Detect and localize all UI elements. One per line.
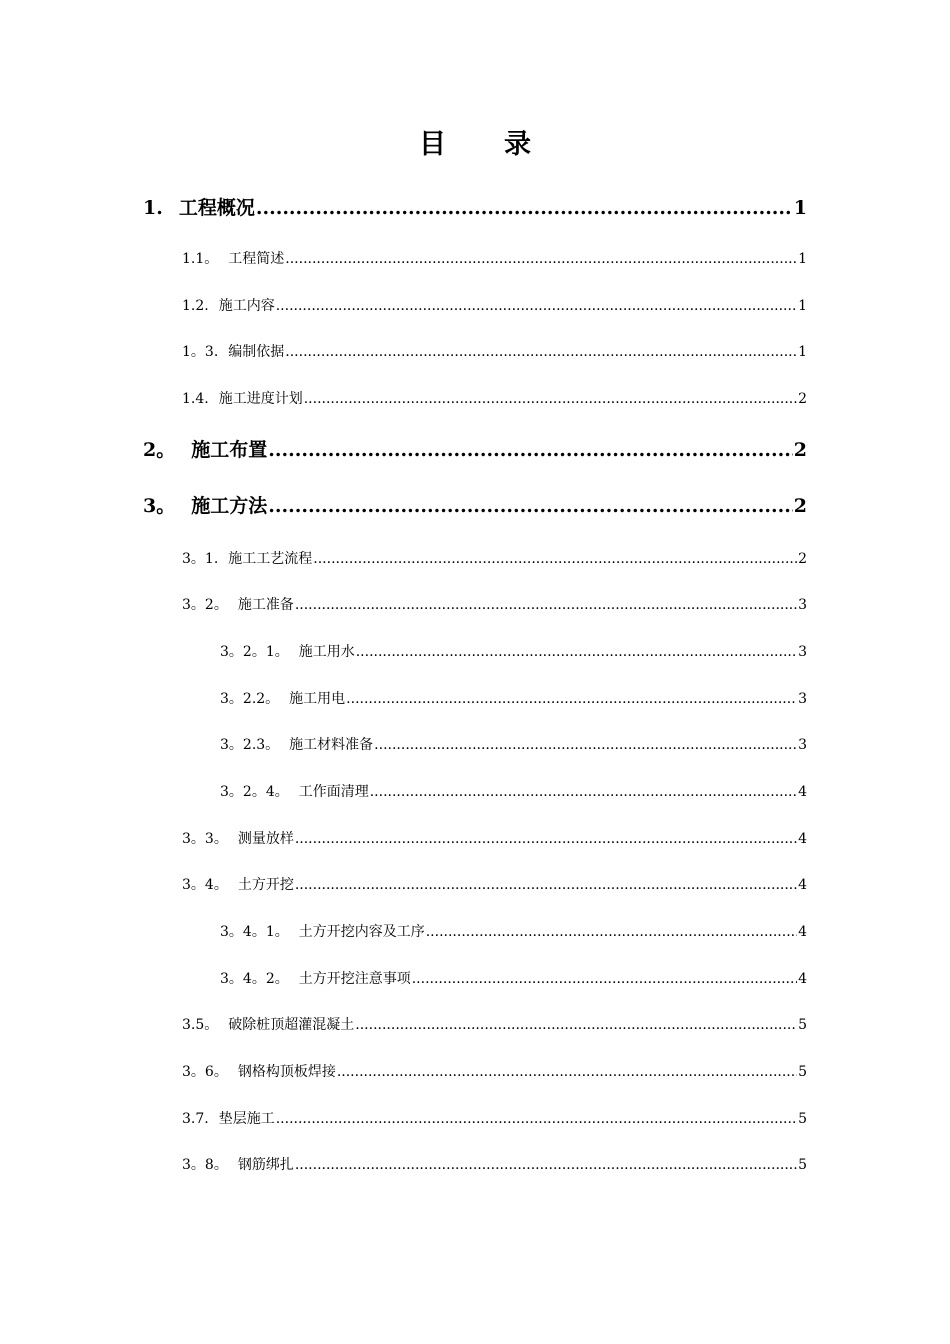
toc-leader-dots (355, 1017, 797, 1033)
toc-entry-number: 3。 (143, 495, 176, 517)
toc-entry[interactable] (143, 491, 807, 518)
page-title (0, 122, 950, 161)
toc-leader-dots (370, 784, 797, 800)
toc-entry[interactable] (220, 968, 807, 988)
toc-entry-title: 施工用电 (289, 691, 346, 707)
toc-leader-dots (337, 1064, 797, 1080)
toc-leader-dots (268, 439, 793, 461)
toc-leader-dots (346, 691, 797, 707)
toc-entry[interactable] (143, 193, 807, 220)
toc-entry-page: 3 (798, 691, 807, 707)
toc-entry-page: 4 (798, 831, 807, 847)
toc-entry-number: 1.4. (182, 391, 209, 407)
toc-entry-page: 1 (798, 251, 807, 267)
toc-entry-number: 1.1。 (182, 251, 219, 267)
toc-entry-title: 施工材料准备 (289, 737, 374, 753)
toc-entry-page: 2 (793, 439, 807, 461)
toc-entry[interactable] (182, 828, 807, 848)
toc-entry-number: 3。6。 (182, 1064, 228, 1080)
toc-entry-number: 3。3。 (182, 831, 228, 847)
toc-entry-title: 测量放样 (237, 831, 294, 847)
toc-leader-dots (304, 391, 797, 407)
toc-entry[interactable] (182, 1014, 807, 1034)
toc-entry[interactable] (220, 641, 807, 661)
toc-entry[interactable] (220, 921, 807, 941)
toc-leader-dots (276, 1111, 797, 1127)
toc-leader-dots (426, 924, 797, 940)
toc-entry[interactable] (182, 874, 807, 894)
toc-entry-title: 土方开挖 (237, 877, 294, 893)
toc-entry-number: 3。2.3。 (220, 737, 280, 753)
toc-entry-title: 施工内容 (218, 298, 275, 314)
toc-leader-dots (295, 597, 797, 613)
toc-entry[interactable] (143, 435, 807, 462)
toc-leader-dots (356, 644, 797, 660)
toc-entry[interactable] (182, 388, 807, 408)
toc-entry[interactable] (182, 248, 807, 268)
title-char-right: 录 (504, 129, 531, 160)
toc-entry-page: 2 (798, 551, 807, 567)
toc-entry-number: 3。8。 (182, 1157, 228, 1173)
toc-entry-title: 编制依据 (228, 344, 285, 360)
toc-leader-dots (268, 495, 793, 517)
toc-entry-title: 钢格构顶板焊接 (237, 1064, 336, 1080)
toc-entry-page: 5 (798, 1064, 807, 1080)
toc-entry-title: 施工方法 (191, 495, 268, 517)
toc-entry[interactable] (182, 594, 807, 614)
toc-leader-dots (295, 877, 797, 893)
toc-entry[interactable] (182, 341, 807, 361)
toc-entry[interactable] (182, 1061, 807, 1081)
toc-entry-title: 工程概况 (178, 197, 255, 219)
toc-entry-title: 工作面清理 (298, 784, 369, 800)
toc-leader-dots (295, 1157, 797, 1173)
toc-entry-title: 钢筋绑扎 (237, 1157, 294, 1173)
toc-entry[interactable] (220, 734, 807, 754)
toc-leader-dots (285, 344, 797, 360)
toc-entry-number: 3。1. (182, 551, 219, 567)
toc-entry-number: 1。3. (182, 344, 219, 360)
toc-entry-number: 1.2. (182, 298, 209, 314)
toc-entry-page: 5 (798, 1157, 807, 1173)
toc-entry-title: 工程简述 (228, 251, 285, 267)
toc-leader-dots (412, 971, 797, 987)
toc-entry-title: 施工用水 (298, 644, 355, 660)
toc-entry-number: 3。4。 (182, 877, 228, 893)
toc-entry-number: 3。2。 (182, 597, 228, 613)
toc-entry-number: 3.7. (182, 1111, 209, 1127)
toc-leader-dots (295, 831, 797, 847)
toc-entry-page: 4 (798, 971, 807, 987)
toc-entry-title: 土方开挖注意事项 (298, 971, 411, 987)
toc-leader-dots (276, 298, 797, 314)
toc-entry-page: 4 (798, 877, 807, 893)
toc-leader-dots (256, 197, 793, 219)
toc-entry-title: 土方开挖内容及工序 (298, 924, 425, 940)
toc-entry-number: 3。4。2。 (220, 971, 289, 987)
toc-entry-number: 3。2。4。 (220, 784, 289, 800)
toc-entry-number: 3。2.2。 (220, 691, 280, 707)
toc-entry-page: 3 (798, 644, 807, 660)
toc-entry-number: 3。4。1。 (220, 924, 289, 940)
toc-entry-page: 2 (793, 495, 807, 517)
toc-entry-number: 1. (143, 197, 163, 219)
toc-leader-dots (374, 737, 797, 753)
toc-entry[interactable] (182, 295, 807, 315)
toc-entry-title: 施工准备 (237, 597, 294, 613)
toc-entry-page: 1 (793, 197, 807, 219)
toc-entry[interactable] (182, 1108, 807, 1128)
toc-entry-page: 5 (798, 1017, 807, 1033)
toc-entry-number: 3。2。1。 (220, 644, 289, 660)
toc-entry-number: 3.5。 (182, 1017, 219, 1033)
toc-entry-page: 4 (798, 784, 807, 800)
toc-entry-page: 1 (798, 298, 807, 314)
toc-entry-page: 1 (798, 344, 807, 360)
toc-entry-page: 3 (798, 737, 807, 753)
toc-entry-title: 施工工艺流程 (228, 551, 313, 567)
toc-entry-page: 2 (798, 391, 807, 407)
toc-entry-number: 2。 (143, 439, 176, 461)
toc-leader-dots (285, 251, 797, 267)
toc-entry[interactable] (220, 781, 807, 801)
toc-entry[interactable] (182, 548, 807, 568)
toc-entry-title: 垫层施工 (218, 1111, 275, 1127)
toc-leader-dots (313, 551, 797, 567)
toc-entry-title: 施工进度计划 (218, 391, 303, 407)
toc-entry-title: 破除桩顶超灌混凝土 (228, 1017, 355, 1033)
toc-entry[interactable] (220, 688, 807, 708)
toc-entry-page: 5 (798, 1111, 807, 1127)
toc-entry-title: 施工布置 (191, 439, 268, 461)
toc-entry-page: 3 (798, 597, 807, 613)
title-char-left: 目 (419, 129, 446, 160)
toc-entry[interactable] (182, 1154, 807, 1174)
toc-entry-page: 4 (798, 924, 807, 940)
